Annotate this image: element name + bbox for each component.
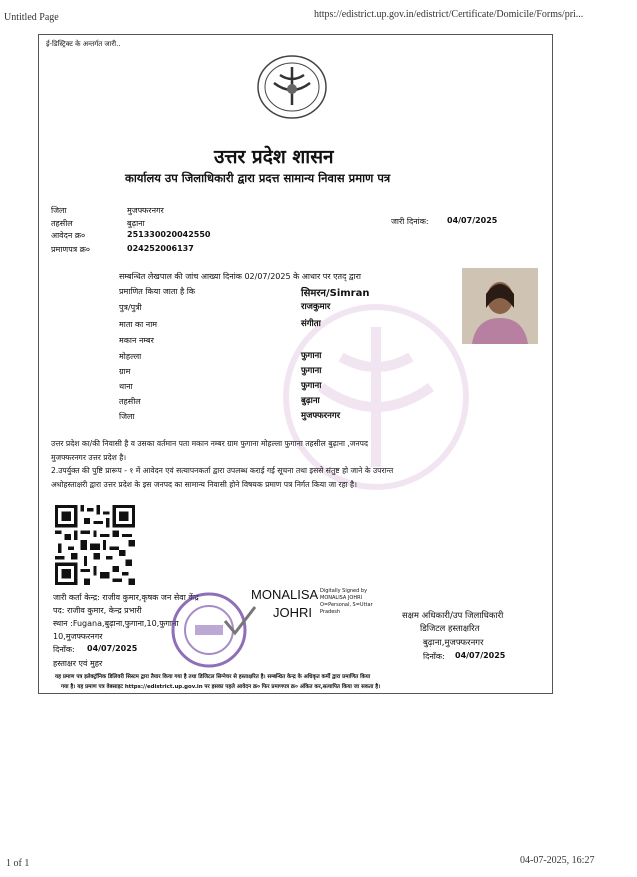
applicant-photo xyxy=(462,268,538,344)
info-label-certificate: प्रमाणपत्र क्र० xyxy=(51,245,90,254)
field-value-mohalla: फुगाना xyxy=(301,351,322,361)
applicant-name: सिमरन/Simran xyxy=(301,288,370,299)
issuer-post: पद: राजीव कुमार, केन्द्र प्रभारी xyxy=(53,606,142,615)
digital-signer-name-line-1: MONALISA xyxy=(251,587,319,602)
info-label-tehsil: तहसील xyxy=(51,219,73,228)
field-label-police-station: थाना xyxy=(119,382,133,391)
field-value-police-station: फुगाना xyxy=(301,381,322,391)
info-value-tehsil: बुढ़ाना xyxy=(127,219,145,228)
field-label-tehsil: तहसील xyxy=(119,397,141,406)
certificate-document xyxy=(38,34,553,694)
page-count: 1 of 1 xyxy=(6,858,30,869)
certificate-subtitle: कार्यालय उप जिलाधिकारी द्वारा प्रदत्त सामान्य निवास प्रमाण पत्र xyxy=(125,171,391,185)
top-note: ई-डिस्ट्रिक्ट के अन्तर्गत जारी.. xyxy=(46,40,121,48)
field-label-parent: पुत्र/पुत्री xyxy=(119,303,142,312)
issuer-place-1: स्थान :Fugana,बुढ़ाना,फुगाना,10,फुगाना xyxy=(53,619,179,628)
field-value-district: मुजफ्फरनगर xyxy=(301,411,341,421)
issuer-center: जारी कर्ता केन्द्र: राजीव कुमार,कृषक जन सेवा केंद्र xyxy=(53,593,199,602)
field-value-parent: राजकुमार xyxy=(301,302,331,312)
authority-line-1: सक्षम अधिकारी/उप जिलाधिकारी xyxy=(402,611,504,621)
qr-code-icon xyxy=(55,505,135,585)
paragraph-2-line-2: अधोहस्ताक्षरी द्वारा उत्तर प्रदेश के इस जनपद का सामान्य निवासी होने विषयक प्रमाण पत्र निर्गत किया जा रहा है। xyxy=(51,480,357,489)
authority-line-3: बुढ़ाना,मुजफ्फरनगर xyxy=(423,638,484,648)
paragraph-2-line-1: 2.उपर्युक्त की पुष्टि प्रारूप - १ में आवेदन एवं सत्यापनकर्ता द्वारा उपलब्ध कराई गई सूचना तथा इससे संतुष्ट हो जाने के उपरान्त xyxy=(51,466,394,475)
info-label-district: जिला xyxy=(51,206,67,215)
digital-sign-line-4: Pradesh xyxy=(320,609,341,615)
up-emblem-icon xyxy=(254,53,330,121)
authority-date-label: दिनाँक: xyxy=(423,652,445,661)
issuer-sign-label: हस्ताक्षर एवं मुहर xyxy=(53,659,103,668)
intro-line-2: प्रमाणित किया जाता है कि xyxy=(119,287,196,296)
issuer-place-2: 10,मुजफ्फरनगर xyxy=(53,632,103,641)
authority-line-2: डिजिटल हस्ताक्षरित xyxy=(420,624,480,634)
intro-line-1: सम्बन्धित लेखपाल की जांच आख्या दिनांक 02/07/2025 के आधार पर एतद् द्वारा xyxy=(119,272,361,281)
footer-note-line-1: यह प्रमाण पत्र इलेक्ट्रॉनिक डिलिवरी सिस्टम द्वारा तैयार किया गया है तथा डिजिटल सिग्नेचर से हस्ताक्षरित है। सम्बन्धित केन्द्र के अधिकृत कर्मी द्वारा प्रमाणित किया xyxy=(55,674,371,680)
page-url: https://edistrict.up.gov.in/edistrict/Certificate/Domicile/Forms/pri... xyxy=(314,9,584,20)
footer-note-line-2: गया है। यह प्रमाण पत्र वेबसाइट https://edistrict.up.gov.in पर इसका पहले आवेदन क्र० फिर प्रमाणपत्र क्र० अंकित कर,सत्यापित किया जा सकता है। xyxy=(61,684,381,690)
digital-sign-line-3: O=Personal, S=Uttar xyxy=(320,602,373,608)
authority-date: 04/07/2025 xyxy=(455,651,506,660)
page-title: Untitled Page xyxy=(4,12,59,23)
info-value-certificate: 024252006137 xyxy=(127,244,194,253)
printed-timestamp: 04-07-2025, 16:27 xyxy=(520,855,595,866)
field-value-mother: संगीता xyxy=(301,319,321,329)
digital-sign-line-2: MONALISA JOHRI xyxy=(320,595,363,601)
info-label-application: आवेदन क्र० xyxy=(51,231,86,240)
digital-sign-line-1: Digitally Signed by xyxy=(320,588,368,594)
field-label-mother: माता का नाम xyxy=(119,320,158,329)
paragraph-1-line-1: उत्तर प्रदेश का/की निवासी है व उसका वर्तमान पता मकान नम्बर ग्राम फुगाना मोहल्ला फुगाना तहसील बुढ़ाना ,जनपद xyxy=(51,439,369,448)
digital-signature-check-icon xyxy=(223,605,257,637)
field-label-house: मकान नम्बर xyxy=(119,336,154,345)
field-value-tehsil: बुढ़ाना xyxy=(301,396,320,406)
issue-date: 04/07/2025 xyxy=(447,216,498,225)
info-value-district: मुजफ्फरनगर xyxy=(127,206,164,215)
certificate-title: उत्तर प्रदेश शासन xyxy=(214,146,334,168)
field-label-district: जिला xyxy=(119,412,135,421)
issuer-date-label: दिनाँक: xyxy=(53,645,75,654)
field-label-mohalla: मोहल्ला xyxy=(119,352,142,361)
digital-signer-name-line-2: JOHRI xyxy=(273,605,312,620)
field-label-village: ग्राम xyxy=(119,367,131,376)
issue-date-label: जारी दिनांक: xyxy=(391,217,429,226)
field-value-village: फुगाना xyxy=(301,366,322,376)
info-value-application: 251330020042550 xyxy=(127,230,211,239)
issuer-date: 04/07/2025 xyxy=(87,644,138,653)
paragraph-1-line-2: मुजफ्फरनगर उत्तर प्रदेश है। xyxy=(51,453,127,462)
